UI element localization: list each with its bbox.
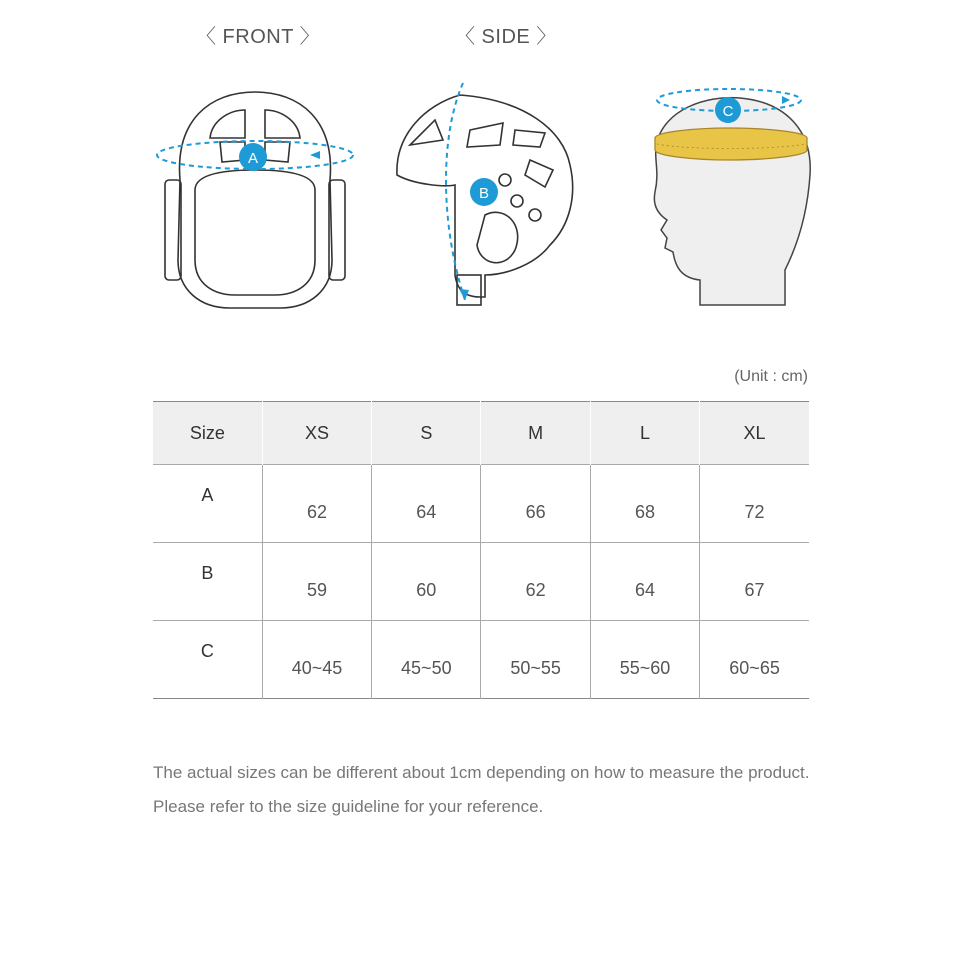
head-measure-illustration bbox=[635, 80, 825, 320]
table-cell: 64 bbox=[590, 543, 699, 621]
marker-a: A bbox=[247, 150, 259, 167]
table-cell: 50~55 bbox=[481, 621, 590, 699]
table-cell: 67 bbox=[700, 543, 809, 621]
front-helmet-illustration bbox=[150, 80, 360, 320]
table-cell: 45~50 bbox=[372, 621, 481, 699]
header-s: S bbox=[372, 402, 481, 465]
header-m: M bbox=[481, 402, 590, 465]
note-line-1: The actual sizes can be different about 1cm depending on how to measure the product. bbox=[153, 763, 810, 782]
table-cell: 68 bbox=[590, 465, 699, 543]
table-cell: 40~45 bbox=[262, 621, 371, 699]
table-cell: 59 bbox=[262, 543, 371, 621]
side-helmet-illustration bbox=[385, 75, 595, 315]
table-cell: 55~60 bbox=[590, 621, 699, 699]
table-cell: 60~65 bbox=[700, 621, 809, 699]
header-xs: XS bbox=[262, 402, 371, 465]
header-size: Size bbox=[189, 422, 225, 443]
size-table bbox=[153, 401, 809, 699]
table-row bbox=[153, 543, 809, 621]
table-cell: 62 bbox=[262, 465, 371, 543]
row-label: A bbox=[201, 485, 214, 505]
side-view-label: 〈 SIDE 〉 bbox=[455, 26, 557, 48]
marker-b: B bbox=[478, 185, 490, 202]
unit-note: (Unit : cm) bbox=[734, 368, 808, 385]
note-line-2: Please refer to the size guideline for your reference. bbox=[153, 797, 544, 816]
row-label: B bbox=[201, 563, 214, 583]
table-cell: 66 bbox=[481, 465, 590, 543]
header-xl: XL bbox=[700, 402, 809, 465]
header-l: L bbox=[590, 402, 699, 465]
row-label: C bbox=[200, 641, 214, 661]
table-cell: 72 bbox=[700, 465, 809, 543]
table-cell: 60 bbox=[372, 543, 481, 621]
size-notes bbox=[153, 756, 810, 824]
table-cell: 64 bbox=[372, 465, 481, 543]
front-view-label: 〈 FRONT 〉 bbox=[196, 26, 321, 48]
table-header-row bbox=[153, 402, 809, 465]
table-cell: 62 bbox=[481, 543, 590, 621]
marker-c: C bbox=[722, 103, 734, 120]
table-row bbox=[153, 465, 809, 543]
table-row bbox=[153, 621, 809, 699]
